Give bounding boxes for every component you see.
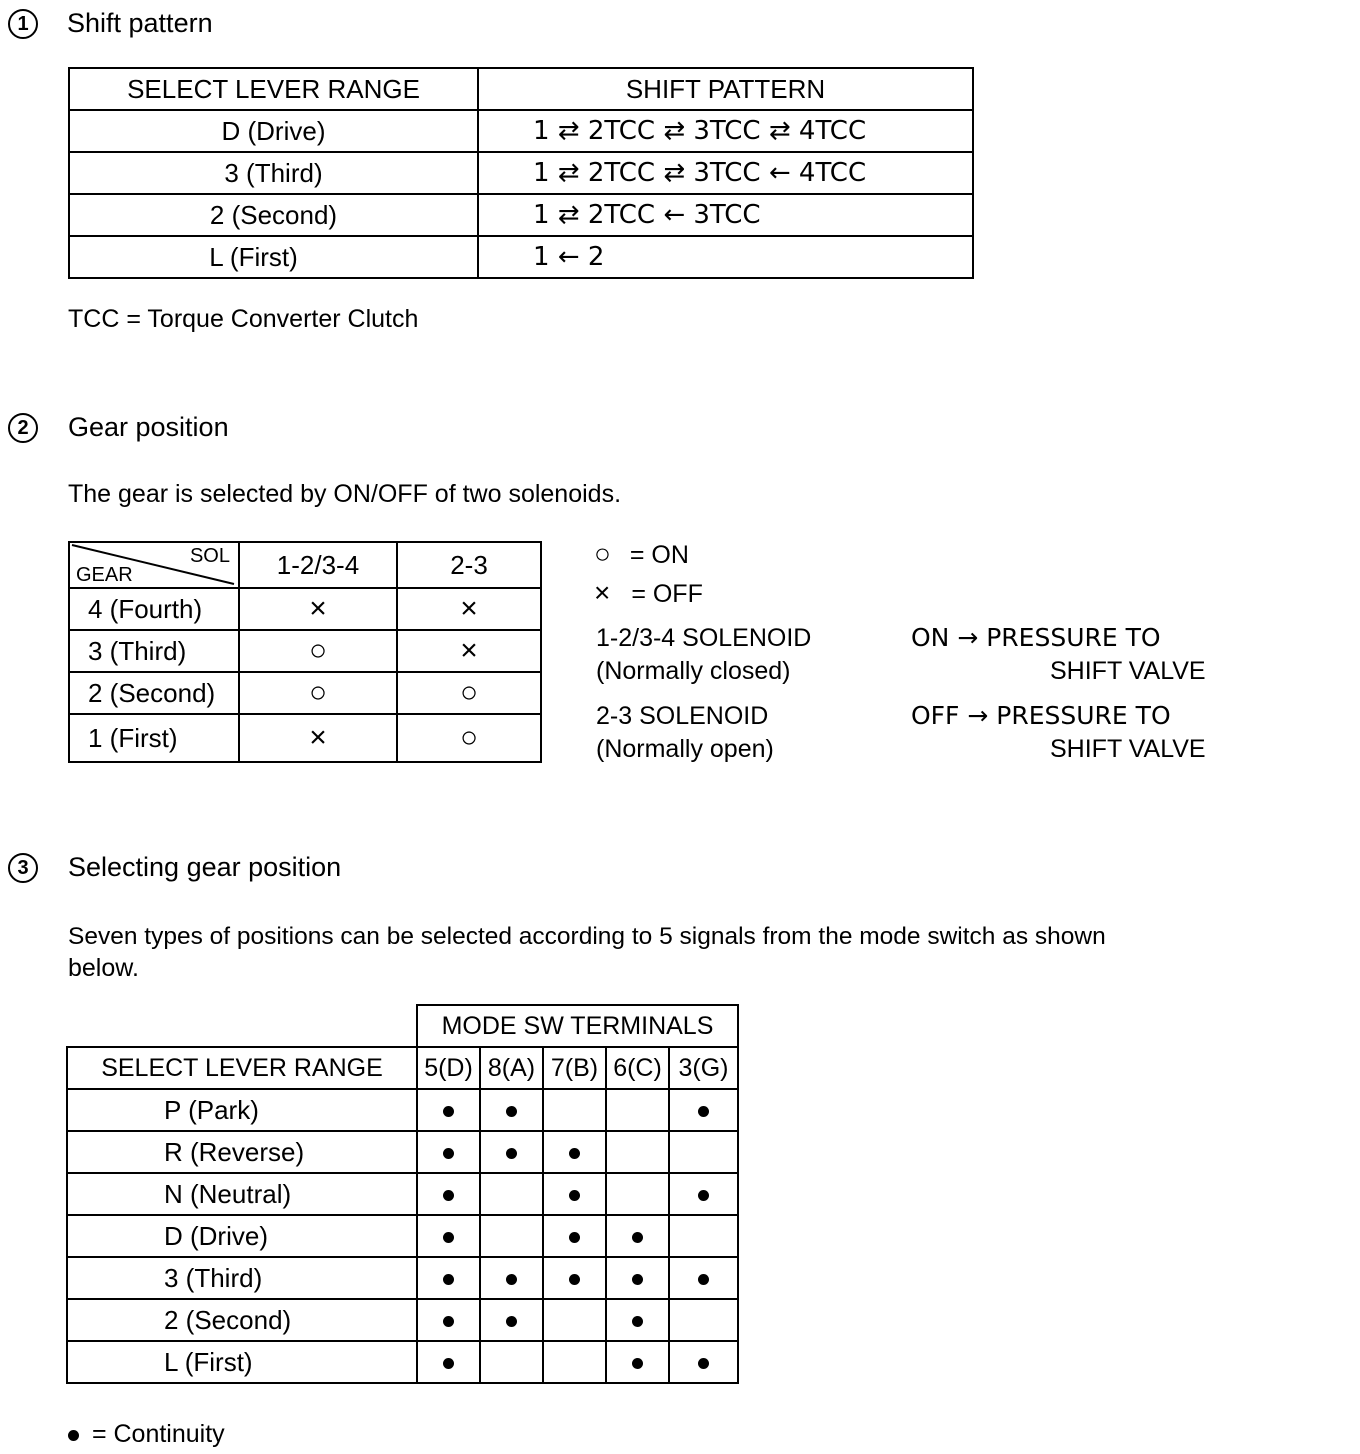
terminal-cell (480, 1131, 543, 1173)
corner-gear-label: GEAR (76, 564, 133, 586)
header-select-lever-range: SELECT LEVER RANGE (69, 68, 478, 110)
table-row (67, 1089, 738, 1131)
section-number-3: 3 (8, 853, 38, 883)
table-row (69, 714, 541, 762)
on-symbol-icon: ○ (594, 538, 611, 569)
table-row (69, 672, 541, 714)
continuity-dot-icon (506, 1106, 517, 1117)
range-cell: N (Neutral) (67, 1173, 417, 1215)
continuity-dot-icon (506, 1316, 517, 1327)
terminal-cell (669, 1089, 738, 1131)
continuity-dot-icon (443, 1190, 454, 1201)
table-row (69, 110, 973, 152)
continuity-dot-icon (632, 1274, 643, 1285)
sol1-state-cell: ○ (239, 630, 397, 672)
terminal-cell (417, 1215, 480, 1257)
terminal-cell (606, 1257, 669, 1299)
range-cell: 3 (Third) (67, 1257, 417, 1299)
sol2-action-line2: SHIFT VALVE (1050, 735, 1206, 763)
sol1-action-line1: ON → PRESSURE TO (911, 623, 1161, 652)
continuity-legend (68, 1418, 225, 1451)
table-row (67, 1341, 738, 1383)
terminal-cell (480, 1299, 543, 1341)
terminal-cell (669, 1131, 738, 1173)
continuity-dot-icon (569, 1148, 580, 1159)
sol1-action-line2: SHIFT VALVE (1050, 657, 1206, 685)
terminal-cell (480, 1173, 543, 1215)
terminal-cell (480, 1215, 543, 1257)
sol2-name: 2-3 SOLENOID (596, 702, 769, 730)
terminal-cell (480, 1089, 543, 1131)
corner-header-cell (69, 542, 239, 588)
terminal-cell (606, 1341, 669, 1383)
terminal-cell (417, 1299, 480, 1341)
terminal-cell (606, 1089, 669, 1131)
continuity-dot-icon (698, 1274, 709, 1285)
range-cell: L (First) (67, 1341, 417, 1383)
sol2-state-cell: ○ (397, 672, 541, 714)
terminal-cell (669, 1215, 738, 1257)
shift-pattern-table (68, 67, 974, 279)
terminal-cell (606, 1131, 669, 1173)
table-row (69, 152, 973, 194)
sol2-state-cell: ○ (397, 714, 541, 762)
terminal-cell (669, 1341, 738, 1383)
table-row (67, 1257, 738, 1299)
terminal-cell (480, 1341, 543, 1383)
continuity-dot-icon (443, 1274, 454, 1285)
terminal-cell (543, 1089, 606, 1131)
corner-sol-label: SOL (189, 545, 230, 567)
table-header-row (69, 68, 973, 110)
continuity-dot-icon (506, 1274, 517, 1285)
mode-switch-table (66, 1004, 739, 1384)
terminal-cell (417, 1257, 480, 1299)
section-title-gear-position: Gear position (68, 412, 229, 442)
table-row (69, 194, 973, 236)
terminal-cell (543, 1299, 606, 1341)
terminal-cell (417, 1173, 480, 1215)
section-number-2: 2 (8, 413, 38, 443)
sol1-state-cell: × (239, 588, 397, 630)
continuity-dot-icon (443, 1148, 454, 1159)
terminal-cell (669, 1299, 738, 1341)
continuity-dot-icon (506, 1148, 517, 1159)
header-terminal-8a: 8(A) (480, 1047, 543, 1089)
sol2-type: (Normally open) (596, 735, 774, 763)
sol1-state-cell: ○ (239, 672, 397, 714)
table-row (69, 588, 541, 630)
sol1-name: 1-2/3-4 SOLENOID (596, 624, 812, 652)
sol2-state-cell: × (397, 630, 541, 672)
header-sol-2-3: 2-3 (397, 542, 541, 588)
continuity-dot-icon (569, 1190, 580, 1201)
mode-switch-intro-line2: below. (68, 954, 139, 982)
continuity-dot-icon (68, 1430, 79, 1441)
table-row (67, 1173, 738, 1215)
gear-cell: 3 (Third) (69, 630, 239, 672)
table-row (67, 1215, 738, 1257)
range-cell: R (Reverse) (67, 1131, 417, 1173)
header-terminal-3g: 3(G) (669, 1047, 738, 1089)
terminal-cell (543, 1215, 606, 1257)
table-row (69, 236, 973, 278)
legend-off-text: = OFF (631, 580, 703, 608)
terminal-cell (543, 1341, 606, 1383)
continuity-dot-icon (632, 1232, 643, 1243)
continuity-dot-icon (569, 1232, 580, 1243)
range-cell: P (Park) (67, 1089, 417, 1131)
solenoid-table (68, 541, 542, 763)
range-cell: D (Drive) (67, 1215, 417, 1257)
section-title-selecting-gear-position: Selecting gear position (68, 852, 342, 882)
continuity-dot-icon (443, 1106, 454, 1117)
table-row (69, 630, 541, 672)
terminal-cell (480, 1257, 543, 1299)
terminal-cell (417, 1341, 480, 1383)
gear-cell: 2 (Second) (69, 672, 239, 714)
terminal-cell (543, 1131, 606, 1173)
header-select-lever-range: SELECT LEVER RANGE (67, 1047, 417, 1089)
empty-corner (67, 1005, 417, 1047)
legend-on-text: = ON (629, 541, 689, 569)
range-cell: D (Drive) (69, 110, 478, 152)
header-terminal-5d: 5(D) (417, 1047, 480, 1089)
pattern-cell: 1 ⇄ 2TCC ← 3TCC (478, 194, 973, 236)
table-header-row (67, 1047, 738, 1089)
continuity-dot-icon (632, 1358, 643, 1369)
terminal-cell (417, 1131, 480, 1173)
gear-cell: 1 (First) (69, 714, 239, 762)
section-number-1: 1 (8, 9, 38, 39)
range-cell: 2 (Second) (67, 1299, 417, 1341)
pattern-cell: 1 ⇄ 2TCC ⇄ 3TCC ← 4TCC (478, 152, 973, 194)
group-header-row (67, 1005, 738, 1047)
gear-cell: 4 (Fourth) (69, 588, 239, 630)
terminal-cell (669, 1257, 738, 1299)
range-cell: 3 (Third) (69, 152, 478, 194)
mode-switch-intro-line1: Seven types of positions can be selected according to 5 signals from the mode switch as shown (68, 923, 1106, 950)
table-row (67, 1299, 738, 1341)
gear-intro-text: The gear is selected by ON/OFF of two solenoids. (68, 480, 622, 508)
legend-on-row (594, 537, 689, 572)
terminal-cell (669, 1173, 738, 1215)
header-terminal-7b: 7(B) (543, 1047, 606, 1089)
section-title-shift-pattern: Shift pattern (67, 8, 213, 38)
sol1-type: (Normally closed) (596, 657, 791, 685)
continuity-dot-icon (443, 1316, 454, 1327)
terminal-cell (543, 1257, 606, 1299)
continuity-legend-text: = Continuity (91, 1420, 225, 1448)
continuity-dot-icon (443, 1358, 454, 1369)
range-cell: L (First) (69, 236, 478, 278)
table-row (67, 1131, 738, 1173)
sol1-state-cell: × (239, 714, 397, 762)
header-terminal-6c: 6(C) (606, 1047, 669, 1089)
terminal-cell (606, 1173, 669, 1215)
continuity-dot-icon (698, 1106, 709, 1117)
sol2-state-cell: × (397, 588, 541, 630)
terminal-cell (543, 1173, 606, 1215)
pattern-cell: 1 ← 2 (478, 236, 973, 278)
legend-off-row (594, 576, 703, 611)
continuity-dot-icon (443, 1232, 454, 1243)
terminal-cell (417, 1089, 480, 1131)
continuity-dot-icon (569, 1274, 580, 1285)
terminal-cell (606, 1299, 669, 1341)
header-sol-1-2-3-4: 1-2/3-4 (239, 542, 397, 588)
tcc-note: TCC = Torque Converter Clutch (68, 305, 419, 333)
range-cell: 2 (Second) (69, 194, 478, 236)
pattern-cell: 1 ⇄ 2TCC ⇄ 3TCC ⇄ 4TCC (478, 110, 973, 152)
header-shift-pattern: SHIFT PATTERN (478, 68, 973, 110)
continuity-dot-icon (698, 1358, 709, 1369)
continuity-dot-icon (632, 1316, 643, 1327)
table-header-row (69, 542, 541, 588)
continuity-dot-icon (698, 1190, 709, 1201)
header-mode-sw-terminals: MODE SW TERMINALS (417, 1005, 738, 1047)
off-symbol-icon: × (594, 577, 611, 608)
sol2-action-line1: OFF → PRESSURE TO (911, 701, 1171, 730)
terminal-cell (606, 1215, 669, 1257)
